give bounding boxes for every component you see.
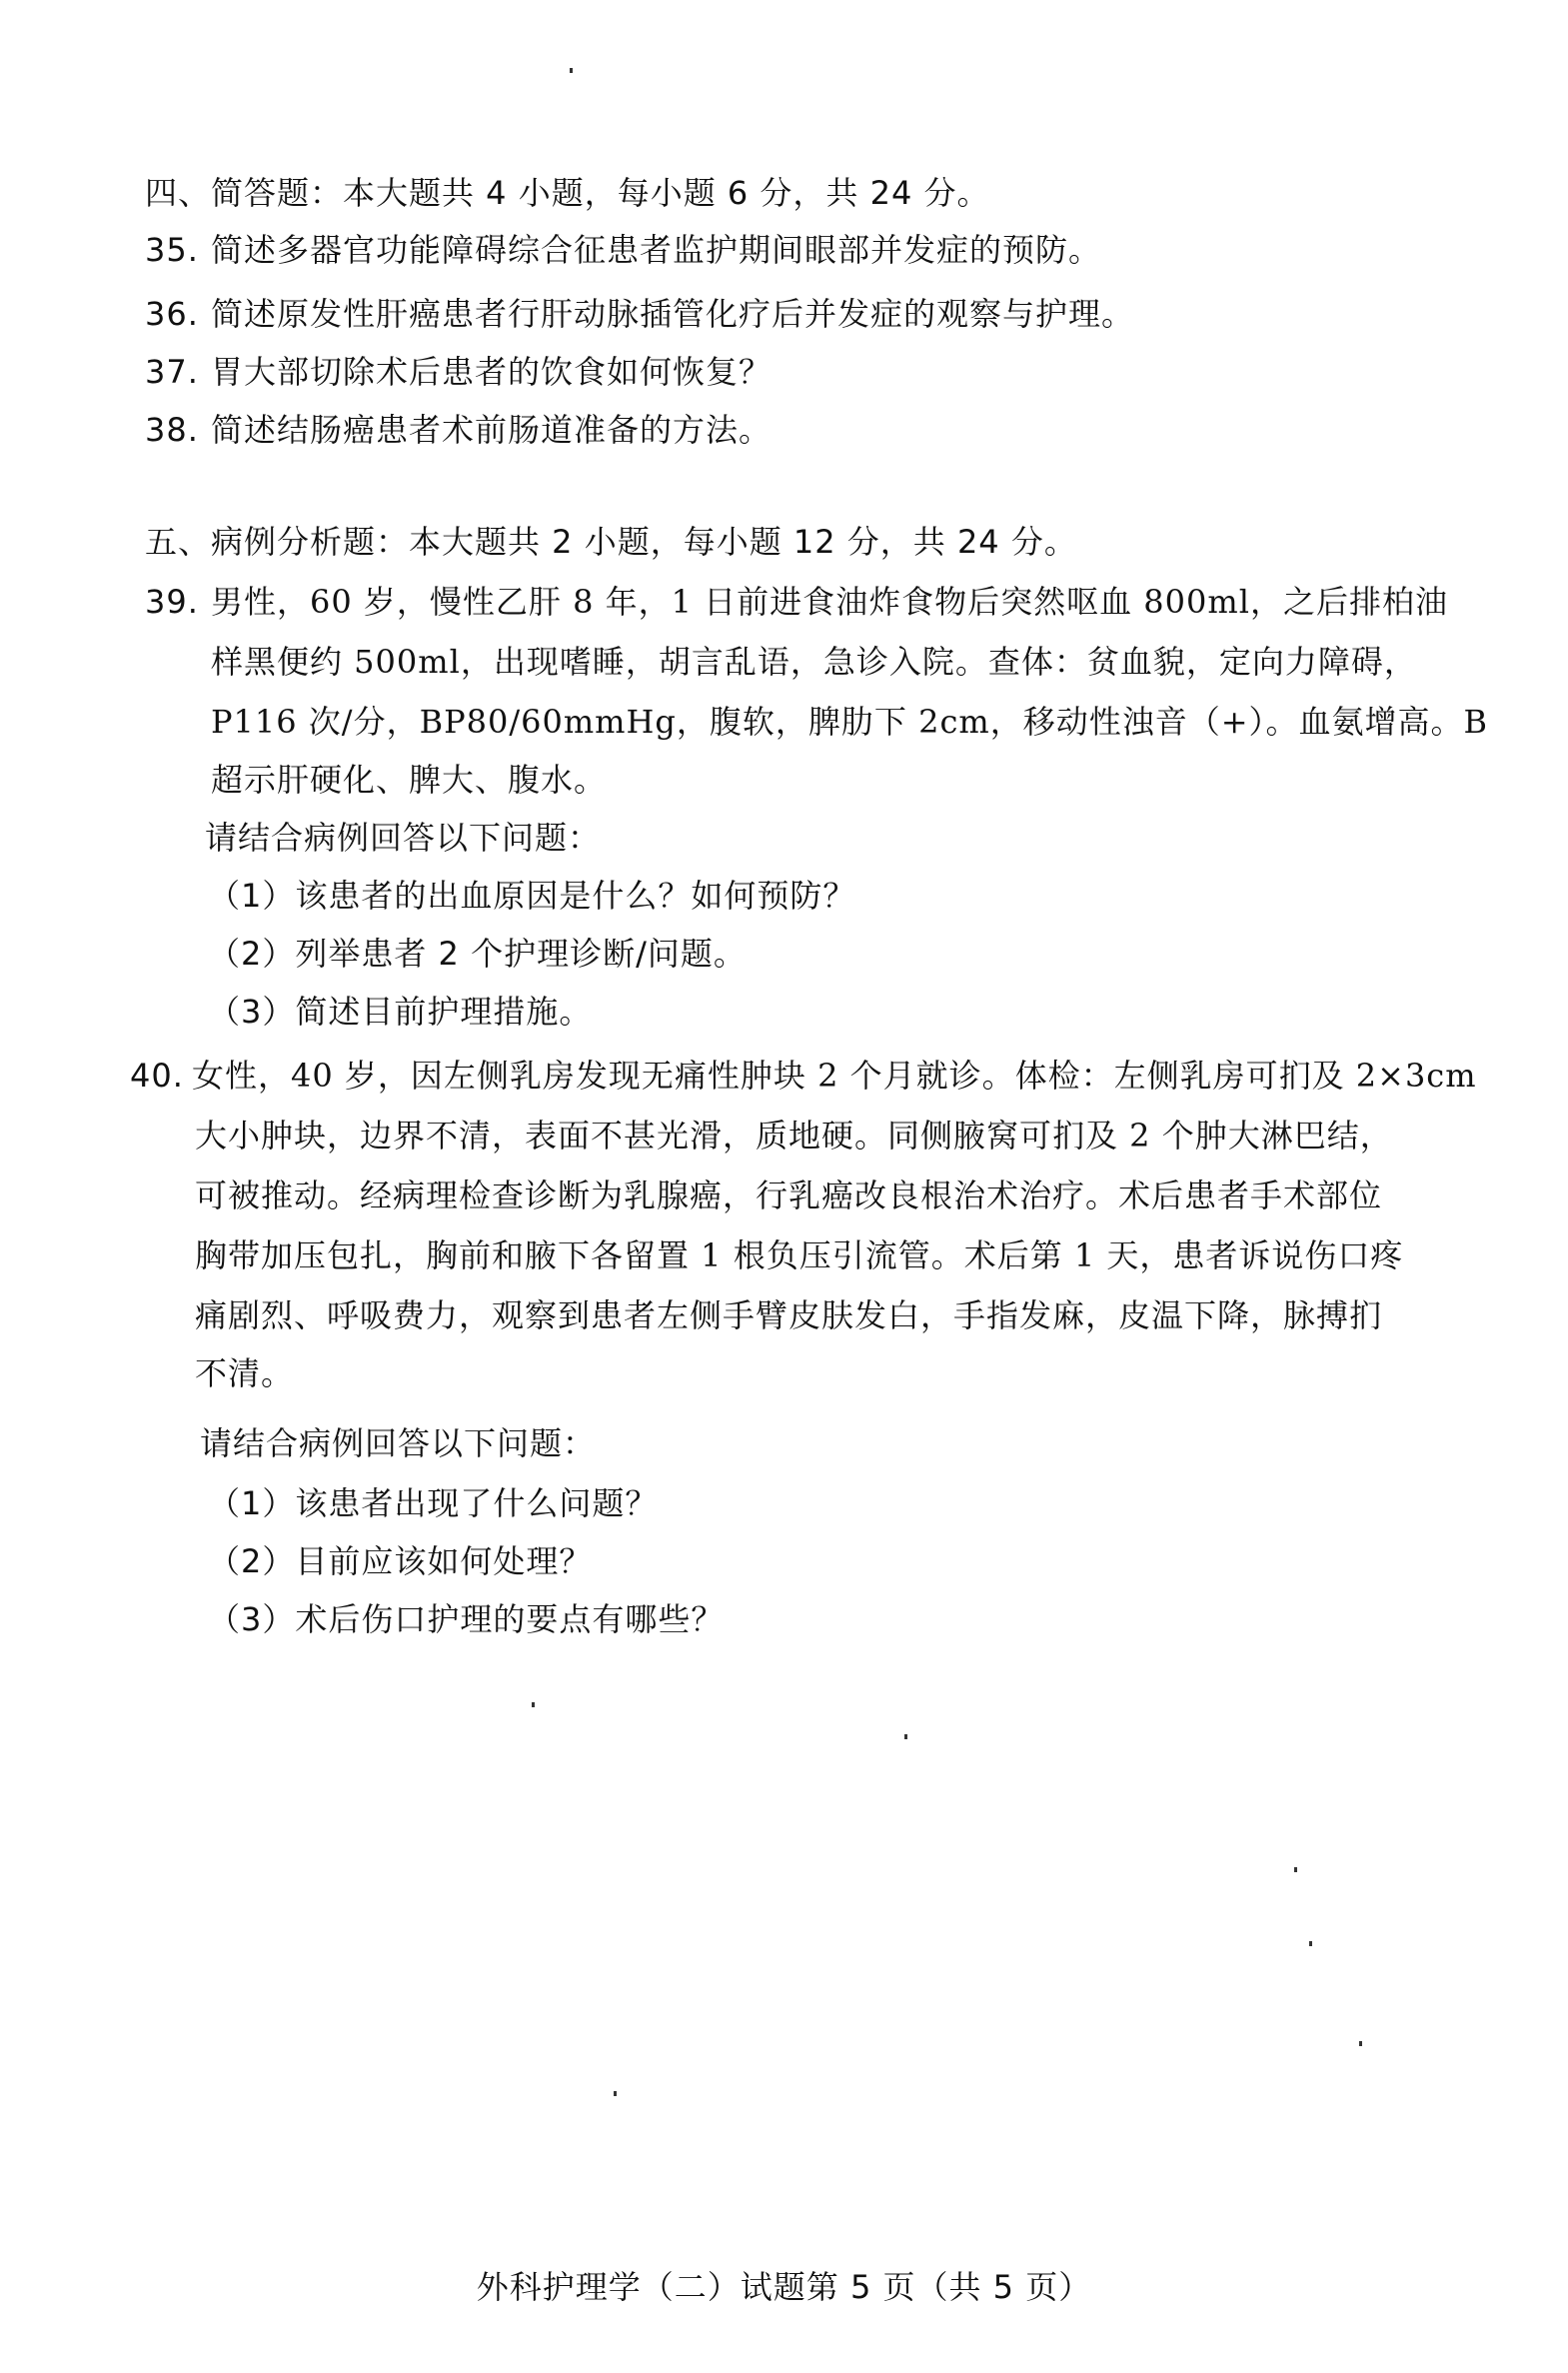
case-39-subq-1: （1）该患者的出血原因是什么？如何预防？ bbox=[208, 877, 856, 915]
case-40-prompt: 请结合病例回答以下问题： bbox=[200, 1424, 597, 1462]
question-number: 38. bbox=[145, 411, 199, 449]
case-39-subq-3: （3）简述目前护理措施。 bbox=[208, 993, 593, 1031]
question-38 bbox=[145, 410, 772, 450]
question-number: 37. bbox=[145, 353, 199, 391]
question-36 bbox=[145, 294, 1134, 334]
case-40-subq-1: （1）该患者出现了什么问题？ bbox=[208, 1484, 659, 1522]
question-text: 简述结肠癌患者术前肠道准备的方法。 bbox=[211, 411, 773, 449]
case-39-line-4: 超示肝硬化、脾大、腹水。 bbox=[211, 761, 608, 799]
case-40-line-5: 痛剧烈、呼吸费力，观察到患者左侧手臂皮肤发白，手指发麻，皮温下降，脉搏扪 bbox=[195, 1296, 1383, 1334]
scan-speck bbox=[614, 2091, 617, 2096]
case-40-subq-2: （2）目前应该如何处理？ bbox=[208, 1542, 593, 1580]
scan-speck bbox=[532, 1702, 535, 1707]
section-5-heading: 五、病例分析题：本大题共 2 小题，每小题 12 分，共 24 分。 bbox=[145, 523, 1077, 561]
question-text: 简述多器官功能障碍综合征患者监护期间眼部并发症的预防。 bbox=[211, 231, 1102, 269]
scan-speck bbox=[1309, 1941, 1312, 1946]
question-text: 胃大部切除术后患者的饮食如何恢复？ bbox=[211, 353, 773, 391]
case-40-line-6: 不清。 bbox=[195, 1354, 295, 1392]
case-text: 男性，60 岁，慢性乙肝 8 年，1 日前进食油炸食物后突然呕血 800ml，之后排柏油 bbox=[211, 583, 1448, 621]
scan-speck bbox=[570, 68, 573, 73]
question-37 bbox=[145, 352, 772, 392]
question-number: 35. bbox=[145, 231, 199, 269]
scan-speck bbox=[1359, 2041, 1362, 2046]
case-40-subq-3: （3）术后伤口护理的要点有哪些？ bbox=[208, 1600, 725, 1638]
case-39-line-1 bbox=[145, 582, 1448, 622]
page-footer: 外科护理学（二）试题第 5 页（共 5 页） bbox=[476, 2268, 1092, 2306]
question-number: 36. bbox=[145, 295, 199, 333]
case-40-line-4: 胸带加压包扎，胸前和腋下各留置 1 根负压引流管。术后第 1 天，患者诉说伤口疼 bbox=[195, 1236, 1404, 1274]
question-text: 简述原发性肝癌患者行肝动脉插管化疗后并发症的观察与护理。 bbox=[211, 295, 1135, 333]
question-35 bbox=[145, 230, 1101, 270]
case-number: 39. bbox=[145, 583, 199, 621]
case-39-prompt: 请结合病例回答以下问题： bbox=[205, 819, 602, 857]
case-39-subq-2: （2）列举患者 2 个护理诊断/问题。 bbox=[208, 935, 747, 973]
scan-speck bbox=[1294, 1867, 1297, 1872]
case-39-line-2: 样黑便约 500ml，出现嗜睡，胡言乱语，急诊入院。查体：贫血貌，定向力障碍， bbox=[211, 643, 1417, 681]
case-number: 40. bbox=[130, 1057, 184, 1095]
case-text: 女性，40 岁，因左侧乳房发现无痛性肿块 2 个月就诊。体检：左侧乳房可扪及 2×3cm bbox=[192, 1057, 1477, 1095]
case-40-line-2: 大小肿块，边界不清，表面不甚光滑，质地硬。同侧腋窝可扪及 2 个肿大淋巴结， bbox=[195, 1117, 1393, 1155]
scan-speck bbox=[904, 1734, 907, 1739]
case-40-line-3: 可被推动。经病理检查诊断为乳腺癌，行乳癌改良根治术治疗。术后患者手术部位 bbox=[195, 1177, 1383, 1214]
section-4-heading: 四、简答题：本大题共 4 小题，每小题 6 分，共 24 分。 bbox=[145, 174, 990, 212]
case-39-line-3: P116 次/分，BP80/60mmHg，腹软，脾肋下 2cm，移动性浊音（+）。血氨增高。B bbox=[211, 703, 1489, 741]
case-40-line-1 bbox=[130, 1056, 1477, 1096]
